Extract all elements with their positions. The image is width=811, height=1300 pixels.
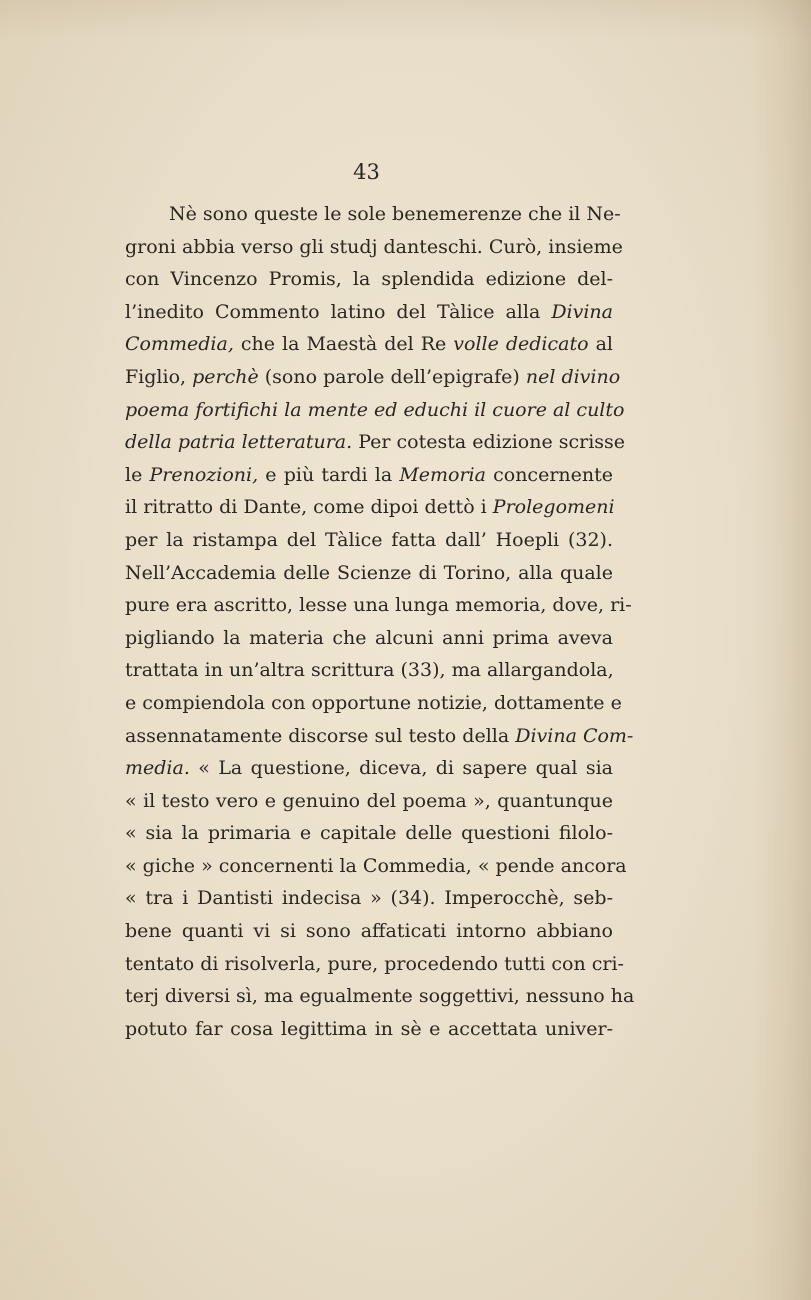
text-line [125, 882, 613, 915]
text-line [125, 198, 621, 231]
text-segment: le [125, 463, 150, 486]
text-line [125, 459, 613, 492]
text-segment: groni abbia verso gli studj danteschi. Curò, insieme [125, 235, 623, 258]
text-line [125, 394, 625, 427]
text-line [125, 687, 622, 720]
text-line [125, 622, 613, 655]
text-line [125, 328, 613, 361]
text-line [125, 785, 613, 818]
text-segment: il ritratto di Dante, come dipoi dettò i [125, 496, 493, 519]
text-line [125, 915, 613, 948]
text-line [125, 752, 613, 785]
text-line [125, 720, 634, 753]
italic-text: perchè [192, 365, 259, 388]
italic-text: volle dedicato [453, 333, 589, 356]
italic-text: Prolegomeni [492, 496, 615, 519]
text-segment: concernente [485, 463, 613, 486]
text-line [125, 1013, 613, 1046]
italic-text: Memoria [399, 463, 486, 486]
text-segment: che la Maestà del Re [233, 333, 454, 356]
text-line [125, 948, 624, 981]
text-segment: « La questione, diceva, di sapere qual sia [189, 757, 613, 780]
text-segment: e più tardi la [258, 463, 400, 486]
italic-text: media. [125, 757, 190, 780]
italic-text: nel divino [525, 365, 621, 388]
italic-text: della patria letteratura. [125, 431, 353, 454]
text-line [125, 491, 613, 524]
body-text [125, 198, 635, 1045]
italic-text: Divina Com- [515, 724, 634, 747]
italic-text: Prenozioni, [149, 463, 259, 486]
text-segment: « il testo vero e genuino del poema », quantunque [125, 789, 613, 812]
text-line [125, 524, 613, 557]
text-line [125, 654, 613, 687]
paper-shading-top [0, 0, 811, 40]
text-segment: Figlio, [125, 365, 193, 388]
text-segment: l’inedito Commento latino del Tàlice alla [125, 300, 552, 323]
text-segment: « sia la primaria e capitale delle questioni filolo- [125, 822, 613, 845]
text-segment: bene quanti vi si sono affaticati intorno abbiano [125, 920, 613, 943]
text-segment: per la ristampa del Tàlice fatta dall’ Hoepli (32). [125, 528, 613, 551]
text-segment: « giche » concernenti la Commedia, « pende ancora [125, 854, 627, 877]
text-segment: pigliando la materia che alcuni anni prima aveva [125, 626, 613, 649]
text-segment: terj diversi sì, ma egualmente soggettivi, nessuno ha [125, 985, 635, 1008]
text-line [125, 263, 613, 296]
text-line [125, 850, 627, 883]
text-segment: « tra i Dantisti indecisa » (34). Imperocchè, seb- [125, 887, 613, 910]
text-line [125, 980, 635, 1013]
text-segment: pure era ascritto, lesse una lunga memoria, dove, ri- [125, 594, 632, 617]
text-segment: al [588, 333, 613, 356]
text-segment: con Vincenzo Promis, la splendida edizione del- [125, 268, 613, 291]
text-line [125, 426, 626, 459]
text-segment: assennatamente discorse sul testo della [125, 724, 516, 747]
text-line [125, 361, 621, 394]
text-line [125, 557, 613, 590]
italic-text: Commedia, [125, 333, 234, 356]
text-line [125, 817, 613, 850]
text-segment: Per cotesta edizione scrisse [352, 431, 626, 454]
text-line [125, 589, 632, 622]
paper-shading-edge [751, 0, 811, 1300]
italic-text: poema fortifichi la mente ed educhi il cuore al culto [125, 398, 625, 421]
text-line [125, 231, 623, 264]
text-segment: Nè sono queste le sole benemerenze che il Ne- [169, 203, 621, 225]
page-number: 43 [353, 160, 380, 184]
text-segment: trattata in un’altra scrittura (33), ma allargandola, [125, 659, 614, 682]
text-segment: potuto far cosa legittima in sè e accettata univer- [125, 1017, 613, 1040]
text-segment: (sono parole dell’epigrafe) [258, 365, 526, 388]
text-segment: e compiendola con opportune notizie, dottamente e [125, 691, 622, 714]
text-segment: tentato di risolverla, pure, procedendo tutti con cri- [125, 952, 624, 975]
italic-text: Divina [551, 300, 613, 323]
text-line [125, 296, 613, 329]
text-segment: Nell’Accademia delle Scienze di Torino, alla quale [125, 561, 613, 584]
